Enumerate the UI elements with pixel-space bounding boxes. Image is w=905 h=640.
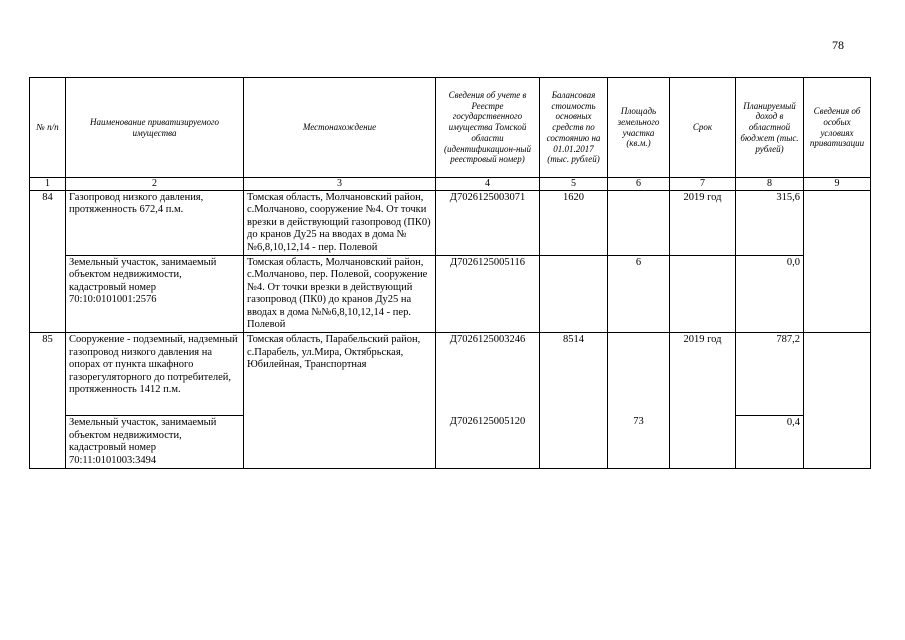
column-number-row	[30, 178, 871, 191]
land-area-cell	[608, 333, 670, 469]
header-name: Наименование приватизируемого имущества	[66, 78, 244, 178]
column-number: 3	[244, 178, 436, 191]
registry-number: Д7026125005120	[449, 416, 526, 428]
land-area: 73	[633, 416, 644, 428]
row-number: 85	[30, 333, 66, 469]
land-area: 6	[608, 256, 670, 333]
property-name: Земельный участок, занимаемый объектом недвижимости, кадастровый номер 70:11:0101003:3494	[66, 416, 244, 469]
privatization-term: 2019 год	[670, 333, 736, 469]
column-number: 8	[736, 178, 804, 191]
column-number: 1	[30, 178, 66, 191]
column-number: 2	[66, 178, 244, 191]
column-number: 6	[608, 178, 670, 191]
header-registry: Сведения об учете в Реестре государственного имущества Томской области (идентификацион-ный реестровый номер)	[436, 78, 540, 178]
column-number: 5	[540, 178, 608, 191]
privatization-term	[670, 256, 736, 333]
row-number: 84	[30, 191, 66, 333]
planned-income: 787,2	[736, 333, 804, 416]
header-row	[30, 78, 871, 178]
balance-value: 8514	[540, 333, 608, 469]
column-number: 4	[436, 178, 540, 191]
table-row	[30, 333, 871, 416]
header-location: Местонахождение	[244, 78, 436, 178]
header-balance: Балансовая стоимость основных средств по состоянию на 01.01.2017 (тыс. рублей)	[540, 78, 608, 178]
privatization-table	[29, 77, 871, 469]
special-conditions	[804, 191, 871, 333]
registry-number: Д7026125003246	[449, 334, 526, 346]
property-location: Томская область, Молчановский район, с.Молчаново, пер. Полевой, сооружение №4. От точки врезки в действующий газопровод (ПК0) до кранов Ду25 на вводах в дома №№6,8,10,12,14 - пер. Полевой	[244, 256, 436, 333]
property-name: Сооружение - подземный, надземный газопровод низкого давления на опорах от пункта шкафного газорегуляторного до потребителей, протяженность 1412 п.м.	[66, 333, 244, 416]
header-income: Планируемый доход в областной бюджет (тыс. рублей)	[736, 78, 804, 178]
table-row	[30, 256, 871, 333]
planned-income: 0,4	[736, 416, 804, 469]
balance-value: 1620	[540, 191, 608, 256]
table-row	[30, 191, 871, 256]
registry-cell	[436, 333, 540, 469]
balance-value	[540, 256, 608, 333]
header-no: № п/п	[30, 78, 66, 178]
planned-income: 315,6	[736, 191, 804, 256]
header-conditions: Сведения об особых условиях приватизации	[804, 78, 871, 178]
column-number: 9	[804, 178, 871, 191]
land-area	[608, 191, 670, 256]
special-conditions	[804, 333, 871, 469]
header-area: Площадь земельного участка (кв.м.)	[608, 78, 670, 178]
column-number: 7	[670, 178, 736, 191]
property-location: Томская область, Парабельский район, с.Парабель, ул.Мира, Октябрьская, Юбилейная, Транспортная	[244, 333, 436, 469]
planned-income: 0,0	[736, 256, 804, 333]
registry-number: Д7026125003071	[436, 191, 540, 256]
property-name: Газопровод низкого давления, протяженность 672,4 п.м.	[66, 191, 244, 256]
header-term: Срок	[670, 78, 736, 178]
privatization-term: 2019 год	[670, 191, 736, 256]
property-location: Томская область, Молчановский район, с.Молчаново, сооружение №4. От точки врезки в действующий газопровод (ПК0) до кранов Ду25 на вводах в дома №№6,8,10,12,14 - пер. Полевой	[244, 191, 436, 256]
property-name: Земельный участок, занимаемый объектом недвижимости, кадастровый номер 70:10:0101001:2576	[66, 256, 244, 333]
page-number: 78	[832, 38, 844, 52]
registry-number: Д7026125005116	[436, 256, 540, 333]
